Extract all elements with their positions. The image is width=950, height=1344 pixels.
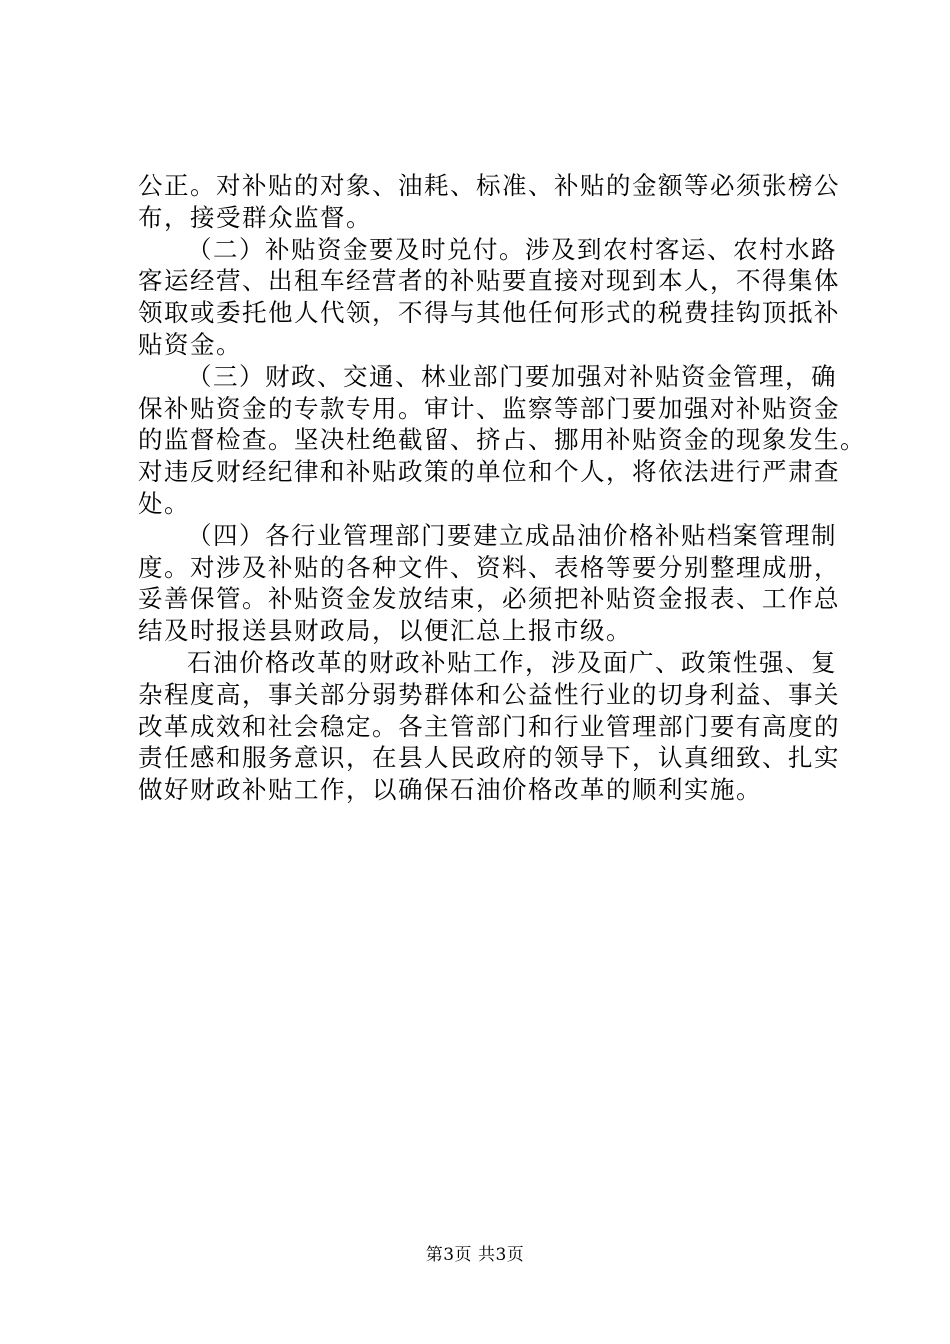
page-footer: 第3页 共3页 [425,1245,525,1265]
text-line: 妥善保管。补贴资金发放结束，必须把补贴资金报表、工作总 [138,584,840,614]
text-line: （二）补贴资金要及时兑付。涉及到农村客运、农村水路 [187,234,837,264]
text-line: 处。 [138,488,190,518]
text-line: （三）财政、交通、林业部门要加强对补贴资金管理，确 [187,361,837,391]
text-line: 改革成效和社会稳定。各主管部门和行业管理部门要有高度的 [138,711,840,741]
text-line: 对违反财经纪律和补贴政策的单位和个人，将依法进行严肃查 [138,457,840,487]
text-line: 的监督检查。坚决杜绝截留、挤占、挪用补贴资金的现象发生。 [138,425,866,455]
text-line: 客运经营、出租车经营者的补贴要直接对现到本人，不得集体 [138,266,840,296]
text-line: 贴资金。 [138,329,242,359]
text-line: 责任感和服务意识，在县人民政府的领导下，认真细致、扎实 [138,743,840,773]
text-line: 杂程度高，事关部分弱势群体和公益性行业的切身利益、事关 [138,679,840,709]
text-line: 度。对涉及补贴的各种文件、资料、表格等要分别整理成册， [138,552,840,582]
text-line: 领取或委托他人代领，不得与其他任何形式的税费挂钩顶抵补 [138,298,840,328]
text-line: 石油价格改革的财政补贴工作，涉及面广、政策性强、复 [187,647,837,677]
text-line: 布，接受群众监督。 [138,202,372,232]
document-body [138,170,866,806]
text-line: 公正。对补贴的对象、油耗、标准、补贴的金额等必须张榜公 [138,171,840,200]
text-line: 结及时报送县财政局，以便汇总上报市级。 [138,616,632,646]
text-line: 做好财政补贴工作，以确保石油价格改革的顺利实施。 [138,775,762,805]
text-line: 保补贴资金的专款专用。审计、监察等部门要加强对补贴资金 [138,393,840,423]
text-line: （四）各行业管理部门要建立成品油价格补贴档案管理制 [187,520,837,550]
